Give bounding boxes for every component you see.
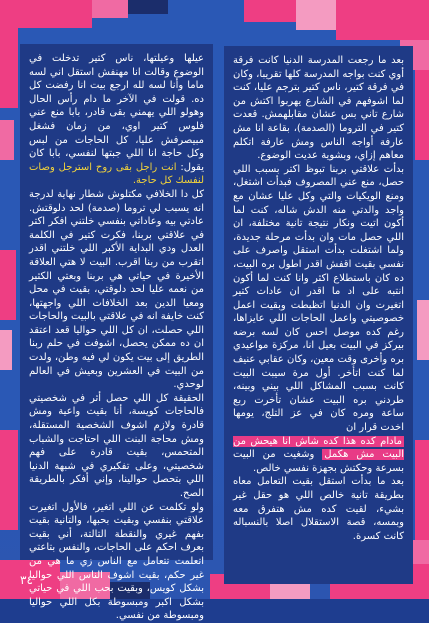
paragraph: بعد ما بدأت استقل بقيت التعامل معاه بطريقة تانية خالص اللي هو حقل غير بشيء، لقيت كده مش هتفرق معه وبمسه، قصة الاستقلال اصلا بالنسباله كانت كسرة. bbox=[233, 476, 404, 542]
paragraph: ولو تكلمت عن اللي اتغير، فالأول اتغيرت علاقتي بنفسي وبقيت بحبها، والتانية بقيت بفهم غيري والنقطة التالتة، أني بقيت بعرف احكم على الحاجات، والنفس بتاعتي اتعلمت تتعامل مع الناس زي ما هي من غير حكم، بقيت اشوف الناس اللي حواليا بشكل كويس، وبقيت بحب اللي في حياتي بشكل اكبر ومبسوطة بكل اللي حواليا ومبسوطة من نفسي. bbox=[29, 501, 204, 622]
decor-square bbox=[417, 300, 429, 360]
decor-square bbox=[128, 0, 168, 14]
decor-square bbox=[296, 0, 336, 30]
decor-square bbox=[0, 28, 18, 108]
decor-square bbox=[244, 0, 296, 22]
decor-square bbox=[0, 330, 12, 370]
paragraph-text: عيلها وعيلتها، ناس كتير تدخلت في الوضوع وقالت انا مهنفش استقل اني لسه ماما وأنا لسه لله ارجع بيت انا رفضت كل ده. قولت في الآخر ما دام رأس الحال وهولو اللي يهمني بقى قادر، بابا منع عني فلوس كتير اوي، من زمان فشغل مبيصرفش عليا، كل الحاجات من لبس وكل حاجة انا اللي جبتها لنفسي، بابا كان يقول: bbox=[29, 53, 205, 173]
decor-square bbox=[415, 440, 429, 550]
decor-square bbox=[0, 120, 14, 160]
decor-square bbox=[92, 0, 128, 18]
highlighted-quote: مادام كده هذا كده شاش انا هيحش من البيت مش هكمل bbox=[233, 435, 405, 461]
page-number: ٣٤ bbox=[20, 573, 33, 587]
paragraph: كل دا الخلافي مكتلوش شطار نهاية لدرجة انه يسبب لي تروما (صدمة) لحد دلوقتش. عادتي بيه وعاداتي بنفسي خلتني افكر اكتر في علاقتي بربنا، فكرت كتير في الكلمة العدل ودي البداية الأكبر اللي خلتني اقدر اتقرب من ربنا اقرب. البيت لا هتي العلاقة الأخيرة في حياتي هي بربنا وبعتي الكثير من نعمه عليا لحد دلوقتي، بقيت في محل ومعيا الدين بعد الخلافات اللي واجهتها، كنت خايفة انه في علاقتي بالبيت والحاجات اللي حصلت، ان كل اللي حواليا قعد اعتقد ان ده ممكن يحصل، اشوفت في حلم ربنا الطريق إلى بيت يكون لي فيه وطن، ولدت من البيت في العشرين وبعيش في العالم لوحدي. bbox=[29, 188, 204, 391]
highlighted-quote: انت راجل بقى روح استرجل وصات لنفسك كل حاجة. bbox=[29, 161, 204, 187]
paragraph bbox=[29, 52, 204, 188]
paragraph bbox=[233, 435, 404, 476]
decor-square bbox=[0, 430, 18, 530]
paragraph: بدأت علاقتي بربنا تبوظ اكتر بسبب اللي حصل، منع عني المصروف فبدأت اشتغل، ومنع الويكيات والتي وكل عليا عشان مع واجد والدتي منه الدش شاله، كنت لما أكون اتيت ونكار نتيجة تانية مختلفة، ان اللي حصل مات وان بدأت مرحلة جديدة، ولما اشتغلت بدأت استقل واصرف على نفسي بقيت اقفش اقدر اطول بره البيت، ده كان باستطلاع اكثر وانا كنت لما أكون انتبه على اد ما اقدر ان عادات كتير اتغيرت وان الدنيا اتظبطت وبقيت اعمل خصوصيتي واعمل الحاجات اللي عايزاها، رغم كده موصل احس كان لسه برضه بيركز في البيت بعيل انا، مركزة مواعيدي بره وأخرى وقت معين، وكان عقابي عنيف لما كنت اتأخر. أول مرة سيبت البيت كانت بسبب المشاكل اللي بيني وبينه، طردني بره البيت عشان تأخرت ربع ساعة ومره كان في عز التلج، يومها اخدت قرار ان bbox=[233, 163, 404, 434]
paragraph: بعد ما رجعت المدرسة الدنيا كانت فرقة أوي كنت بواجه المدرسة كلها تقريبا، وكان في فرقة كتير، ناس كتير بترجم عليا، كنت لما اشوفهم في الشارع يهربوا اكتش من شارع تاني بس عشان مقابلهمش. قعدت كتير في التروما (الصدمة)، بقاعة انا مش عارفة أواجه الناس ومش عارفة اتكلم معاهم إزاي، وبشوية عديت الوضوع. bbox=[233, 55, 404, 162]
decor-square bbox=[0, 0, 92, 28]
paragraph: الحقيقة كل اللي حصل أثر في شخصيتي فالحاجات كويسة، أنا بقيت واعية ومش قادرة ولازم اشوف الشخصية المستقلة، ومش محاجة البنت اللي احتاجت والشباب المتحمس، بقيت قادرة على فهم شخصيتي، وعلى تفكيري في شبهة الدنيا اللي بتحصل حوالينا، وإني أفكر بالطريقة الصح. bbox=[29, 392, 204, 499]
article-column-right bbox=[224, 46, 413, 584]
paragraph-text: وشغيت من البيت بسرعة وحكتش بجهزة نفسي خالص. bbox=[233, 449, 404, 474]
decor-square bbox=[0, 250, 16, 320]
decor-square bbox=[415, 70, 429, 160]
decor-square bbox=[270, 584, 310, 599]
decor-square bbox=[336, 0, 429, 40]
